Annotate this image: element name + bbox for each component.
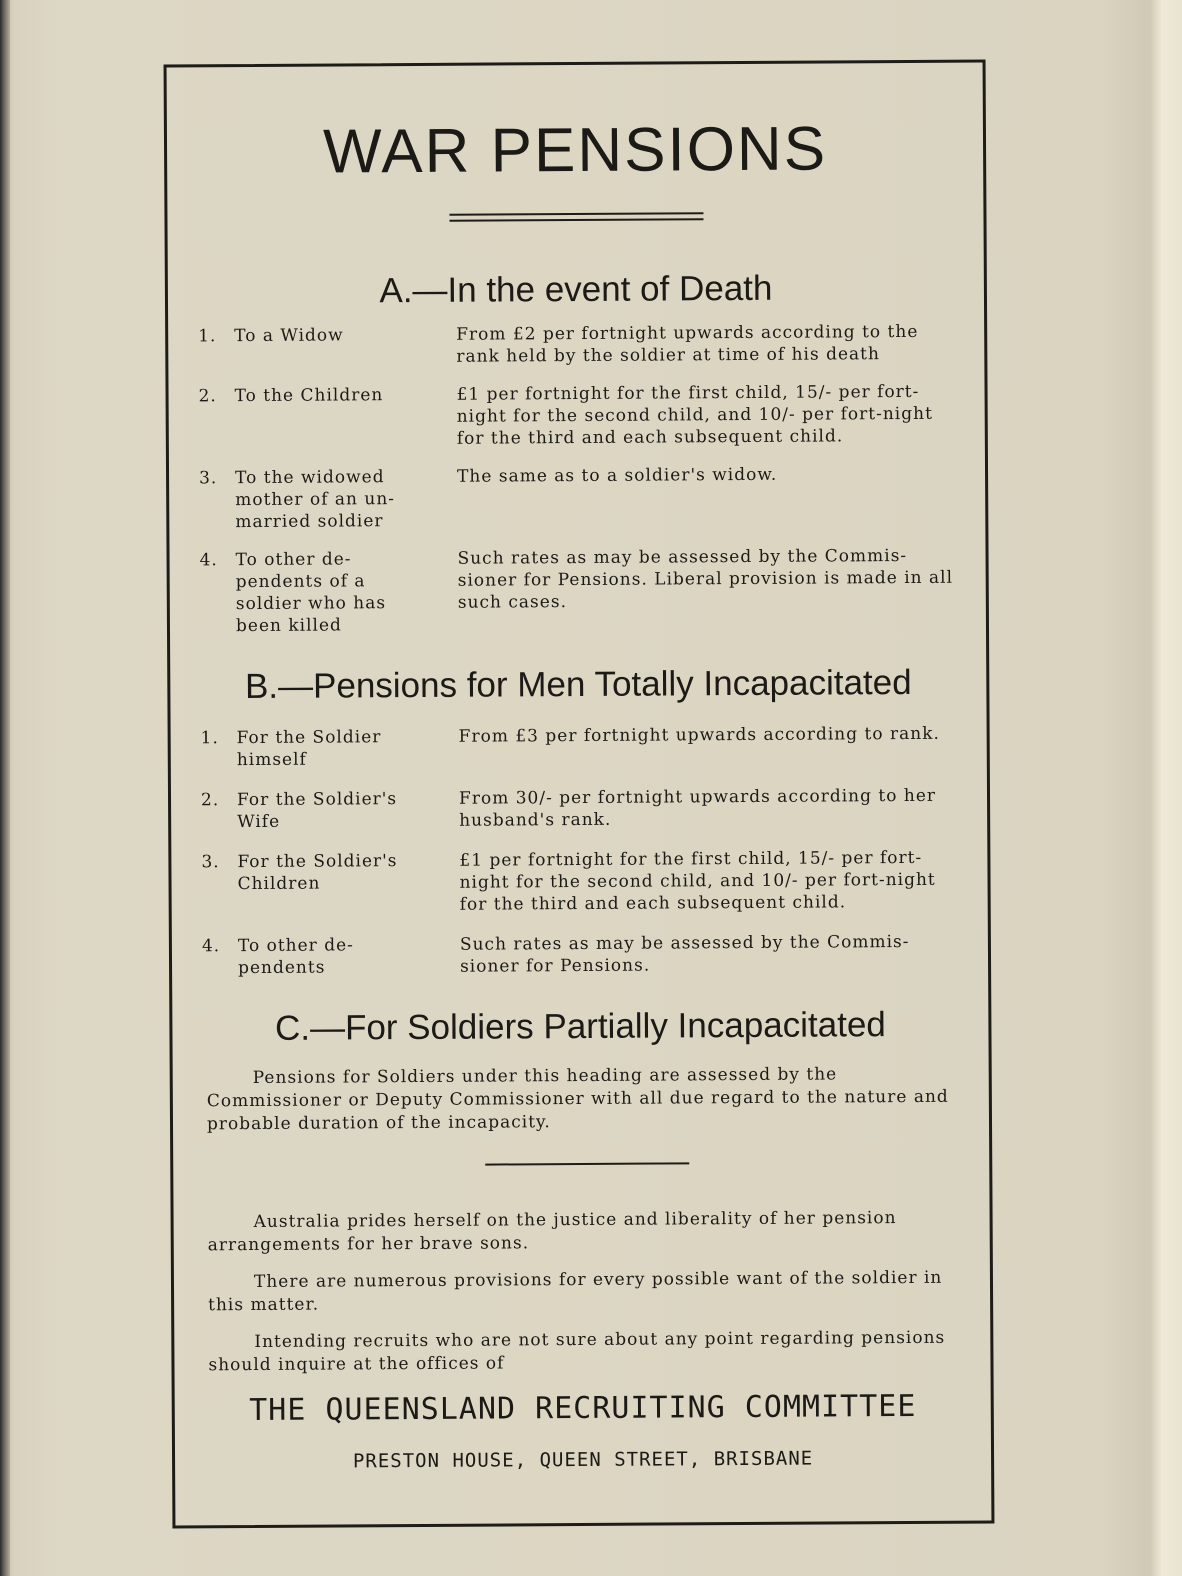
item-label: To other de-pendents xyxy=(237,935,354,979)
committee-address: PRESTON HOUSE, QUEEN STREET, BRISBANE xyxy=(352,1447,814,1473)
item-description: From £3 per fortnight upwards according to rank. xyxy=(458,723,940,747)
section-b-heading: B.—Pensions for Men Totally Incapacitated xyxy=(244,662,912,707)
item-description: From 30/- per fortnight upwards according to her husband's rank. xyxy=(458,785,937,831)
item-description: £1 per fortnight for the first child, 15/- per fort-night for the second child, and 10/- per fort-night for the third and each subsequent child. xyxy=(459,847,936,915)
item-description: From £2 per fortnight upwards according to the rank held by the soldier at time of his death xyxy=(456,321,919,367)
section-divider xyxy=(485,1162,689,1165)
item-label: To a Widow xyxy=(234,325,344,347)
item-description: The same as to a soldier's widow. xyxy=(456,464,778,487)
item-label: To other de-pendents of a soldier who has been killed xyxy=(235,549,387,637)
committee-name: THE QUEENSLAND RECRUITING COMMITTEE xyxy=(249,1388,917,1429)
item-label: For the Soldier's Children xyxy=(237,851,398,895)
section-a-heading: A.—In the event of Death xyxy=(379,268,773,311)
item-number: 3. xyxy=(201,852,220,873)
item-number: 2. xyxy=(198,386,217,407)
section-c-heading: C.—For Soldiers Partially Incapacitated xyxy=(274,1005,886,1048)
item-label: For the Soldier himself xyxy=(236,727,382,771)
closing-paragraph-3: Intending recruits who are not sure about any point regarding pensions should inquire at the offices of xyxy=(208,1327,946,1376)
item-number: 4. xyxy=(199,550,218,571)
notice-frame xyxy=(164,60,995,1529)
item-number: 1. xyxy=(198,326,217,347)
item-description: Such rates as may be assessed by the Commis-sioner for Pensions. xyxy=(459,931,910,977)
section-a-item-3 xyxy=(199,463,965,533)
item-number: 1. xyxy=(200,728,219,749)
section-b-item-4 xyxy=(201,931,968,979)
item-number: 3. xyxy=(199,468,218,489)
title-double-rule xyxy=(449,212,703,222)
item-description: Such rates as may be assessed by the Commis-sioner for Pensions. Liberal provision is made in all such cases. xyxy=(457,545,954,613)
item-description: £1 per fortnight for the first child, 15/- per fort-night for the second child, and 10/- per fort-night for the third and each subsequent child. xyxy=(456,381,933,449)
closing-paragraph-1: Australia prides herself on the justice and liberality of her pension arrangements for her brave sons. xyxy=(207,1208,897,1256)
item-label: For the Soldier's Wife xyxy=(236,789,398,833)
item-label: To the Children xyxy=(234,385,384,407)
item-number: 2. xyxy=(200,790,220,811)
page-title: WAR PENSIONS xyxy=(322,114,828,187)
closing-paragraph-2: There are numerous provisions for every possible want of the soldier in this matter. xyxy=(208,1267,943,1316)
section-c-text: Pensions for Soldiers under this heading are assessed by the Commissioner or Deputy Commissioner with all due regard to the nature and probable duration of the incapacity. xyxy=(206,1064,949,1135)
section-b-item-3 xyxy=(201,847,967,915)
section-a-item-4 xyxy=(199,545,965,637)
section-a-item-1 xyxy=(198,321,964,367)
book-spine xyxy=(0,0,10,1576)
item-label: To the widowed mother of an un-married soldier xyxy=(235,467,396,533)
section-a-item-2 xyxy=(198,381,964,449)
section-b-item-1 xyxy=(200,723,967,771)
section-b-item-2 xyxy=(200,785,967,833)
item-number: 4. xyxy=(201,936,221,957)
